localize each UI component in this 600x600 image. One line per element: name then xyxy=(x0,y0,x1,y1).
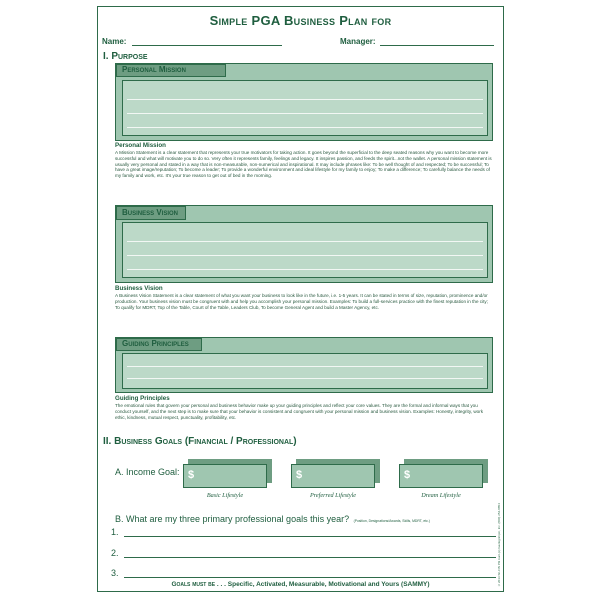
basic-lifestyle-income-box[interactable]: $ xyxy=(183,464,267,488)
personal-mission-box xyxy=(115,63,493,141)
plan-page xyxy=(97,6,504,592)
goal-number-3: 3. xyxy=(111,568,119,578)
copyright-side-text: ©2013 Sh-FIN Pbl Aunt-(s) Gazlegrimpin, Inc. (800) 254-8854 xyxy=(497,503,501,587)
name-label: Name: xyxy=(102,37,127,46)
goal-number-2: 2. xyxy=(111,548,119,558)
goal-number-1: 1. xyxy=(111,527,119,537)
preferred-lifestyle-caption: Preferred Lifestyle xyxy=(309,492,357,499)
preferred-lifestyle-income-box[interactable]: $ xyxy=(291,464,375,488)
section-business-goals: II. Business Goals (Financial / Professional) xyxy=(103,436,297,447)
sammy-footer: Goals must be . . . Specific, Activated, Measurable, Motivational and Yours (SAMMY) xyxy=(171,581,430,588)
income-goal-label: A. Income Goal: xyxy=(115,467,180,477)
name-field[interactable] xyxy=(132,45,282,46)
professional-goals-question: B. What are my three primary professional goals this year? (Position, Designations/Awards, Skills, MDRT, etc.) xyxy=(115,514,430,524)
personal-mission-heading: Personal Mission xyxy=(115,142,166,149)
page-title: Simple PGA Business Plan for xyxy=(209,13,392,28)
basic-lifestyle-caption: Basic Lifestyle xyxy=(206,492,244,499)
dream-lifestyle-income-box[interactable]: $ xyxy=(399,464,483,488)
goal-line-1[interactable] xyxy=(124,536,496,537)
dream-lifestyle-caption: Dream Lifestyle xyxy=(421,492,461,499)
business-vision-description: Business Vision A Business Vision Statement is a clear statement of what you want your business to look like in the future, i.e. 1-5 years. It can be stated in terms of size, reputation, prominence and/or production. Your business vision must be congruent with and help you accomplish your personal mission. Examples: To build a full-services practice with the finest reputation in the city; To qualify for MDRT, Top of the Table, Court of the Table, Leaders Club, To become General Agent and build a Master Agency, etc. xyxy=(115,285,493,310)
business-vision-box xyxy=(115,205,493,283)
manager-label: Manager: xyxy=(340,37,376,46)
section-purpose: I. Purpose xyxy=(103,51,148,62)
personal-mission-writing-area[interactable] xyxy=(122,80,488,136)
manager-field[interactable] xyxy=(380,45,494,46)
guiding-principles-box xyxy=(115,337,493,393)
guiding-principles-description: Guiding Principles The emotional rules that govern your personal and business behavior make up your guiding principles and reflect your core values. They are the formal and informal ways that you conduct yourself, and the next step is to make sure that your behavior is consistent and congruent with your personal mission and business vision. Examples: Honesty, integrity, work ethic, kindness, mutual respect, punctuality, profitability, etc. xyxy=(115,395,493,420)
business-vision-writing-area[interactable] xyxy=(122,222,488,278)
guiding-principles-label: Guiding Principles xyxy=(122,339,189,348)
guiding-principles-writing-area[interactable] xyxy=(122,353,488,389)
goal-line-3[interactable] xyxy=(124,577,496,578)
business-vision-label: Business Vision xyxy=(122,208,179,217)
goal-line-2[interactable] xyxy=(124,557,496,558)
personal-mission-description: Personal Mission A Mission Statement is a clear statement that represents your true motivators for taking action. It goes beyond the superficial to the deep seated reasons why you want to become more successful and what will motivate you to do so. Very often it represents family, feelings and legacy. It inspires passion, and feeds the spirit...not the wallet. A personal mission statement is usually very personal and stated in a way that is non-measurable, non-numerical and inspirational. It may include phrases like: To be well thought of and respected; To be successful; To have a great image/reputation; To become a leader; To provide a wonderful environment and ideal lifestyle for my family to enjoy; To make a difference; To carefully balance the needs of my family and work, etc. It's your true reason to get out of bed in the morning. xyxy=(115,142,492,179)
business-vision-heading: Business Vision xyxy=(115,285,163,292)
personal-mission-label: Personal Mission xyxy=(122,65,186,74)
guiding-principles-heading: Guiding Principles xyxy=(115,395,170,402)
